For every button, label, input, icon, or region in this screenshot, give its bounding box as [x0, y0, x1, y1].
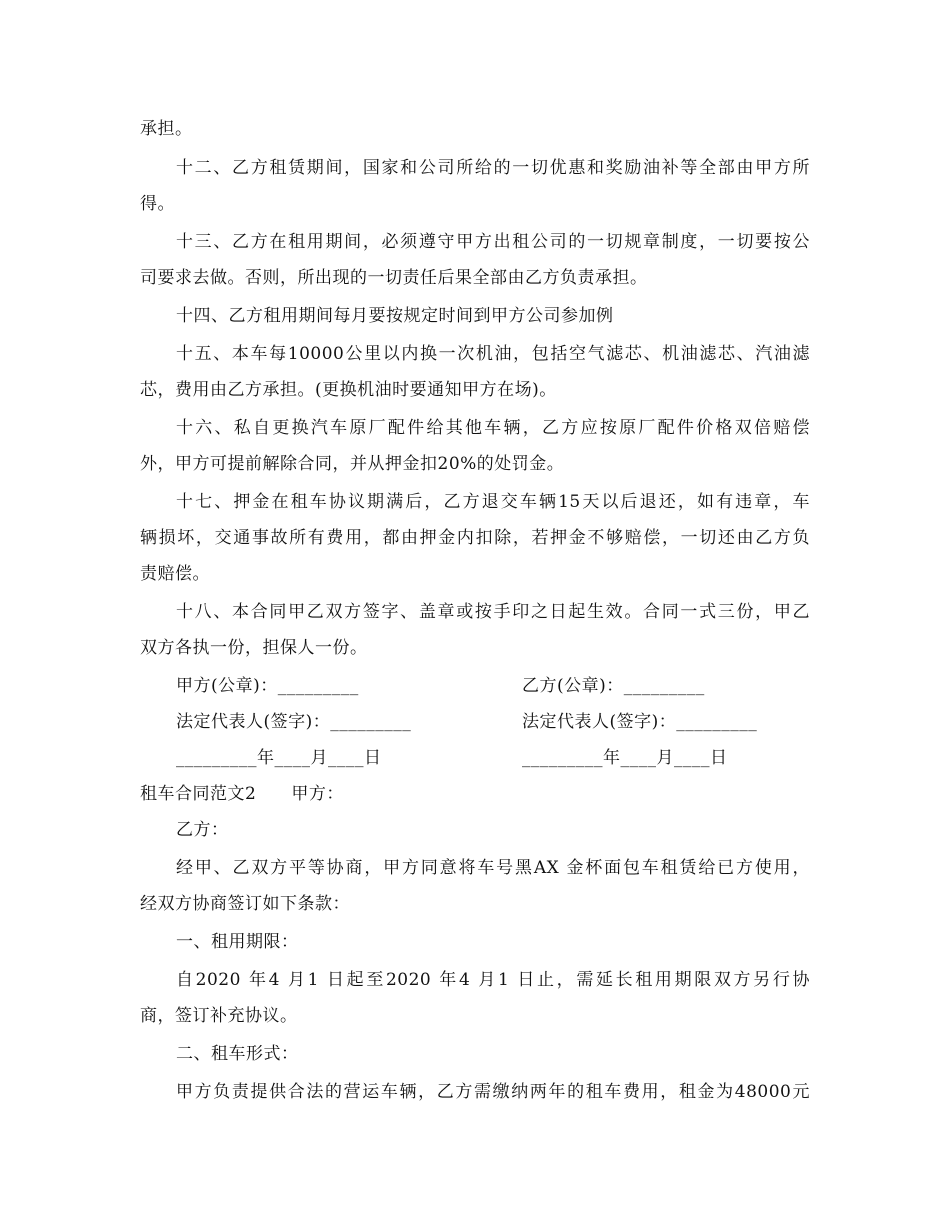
rental-period-line-2: 商，签订补充协议。 [140, 1006, 298, 1026]
agreement-intro-line-2: 经双方协商签订如下条款： [140, 894, 350, 914]
clause-14-line-1: 十四、乙方租用期间每月要按规定时间到甲方公司参加例 [176, 306, 614, 326]
clause-16-line-1: 十六、私自更换汽车原厂配件给其他车辆，乙方应按原厂配件价格双倍赔偿 [176, 418, 810, 438]
clause-16-line-2: 外，甲方可提前解除合同，并从押金扣20%的处罚金。 [140, 454, 565, 474]
text-line: 承担。 [140, 119, 193, 139]
clause-15-line-1: 十五、本车每10000公里以内换一次机油，包括空气滤芯、机油滤芯、汽油滤 [176, 344, 810, 364]
party-b-date-line: _________年____月____日 [522, 748, 728, 768]
party-a-seal-line: 甲方(公章)：_________ [176, 676, 359, 696]
party-a-date-line: _________年____月____日 [176, 748, 382, 768]
section-rental-period: 一、租用期限： [176, 932, 299, 952]
clause-13-line-2: 司要求去做。否则，所出现的一切责任后果全部由乙方负责承担。 [140, 268, 648, 288]
clause-15-line-2: 芯，费用由乙方承担。(更换机油时要通知甲方在场)。 [140, 380, 557, 400]
rental-period-line-1: 自2020 年4 月1 日起至2020 年4 月1 日止，需延长租用期限双方另行协 [176, 970, 810, 990]
rental-form-line-1: 甲方负责提供合法的营运车辆，乙方需缴纳两年的租车费用，租金为48000元 [176, 1082, 810, 1102]
clause-18-line-2: 双方各执一份，担保人一份。 [140, 638, 368, 658]
clause-12-line-1: 十二、乙方租赁期间，国家和公司所给的一切优惠和奖励油补等全部由甲方所 [176, 158, 810, 178]
clause-18-line-1: 十八、本合同甲乙双方签字、盖章或按手印之日起生效。合同一式三份，甲乙 [176, 602, 810, 622]
section-rental-form: 二、租车形式： [176, 1044, 299, 1064]
clause-17-line-3: 责赔偿。 [140, 564, 210, 584]
clause-17-line-2: 辆损坏，交通事故所有费用，都由押金内扣除，若押金不够赔偿，一切还由乙方负 [140, 528, 810, 548]
party-a-representative-line: 法定代表人(签字)：_________ [176, 712, 412, 732]
clause-17-line-1: 十七、押金在租车协议期满后，乙方退交车辆15天以后退还，如有违章，车 [176, 492, 810, 512]
party-b-label: 乙方： [176, 820, 229, 840]
contract-2-heading: 租车合同范文2 甲方： [140, 784, 344, 804]
agreement-intro-line-1: 经甲、乙双方平等协商，甲方同意将车号黑AX 金杯面包车租赁给已方使用， [176, 858, 810, 878]
party-b-representative-line: 法定代表人(签字)：_________ [522, 712, 758, 732]
party-b-seal-line: 乙方(公章)：_________ [522, 676, 705, 696]
clause-12-line-2: 得。 [140, 194, 175, 214]
clause-13-line-1: 十三、乙方在租用期间，必须遵守甲方出租公司的一切规章制度，一切要按公 [176, 232, 810, 252]
